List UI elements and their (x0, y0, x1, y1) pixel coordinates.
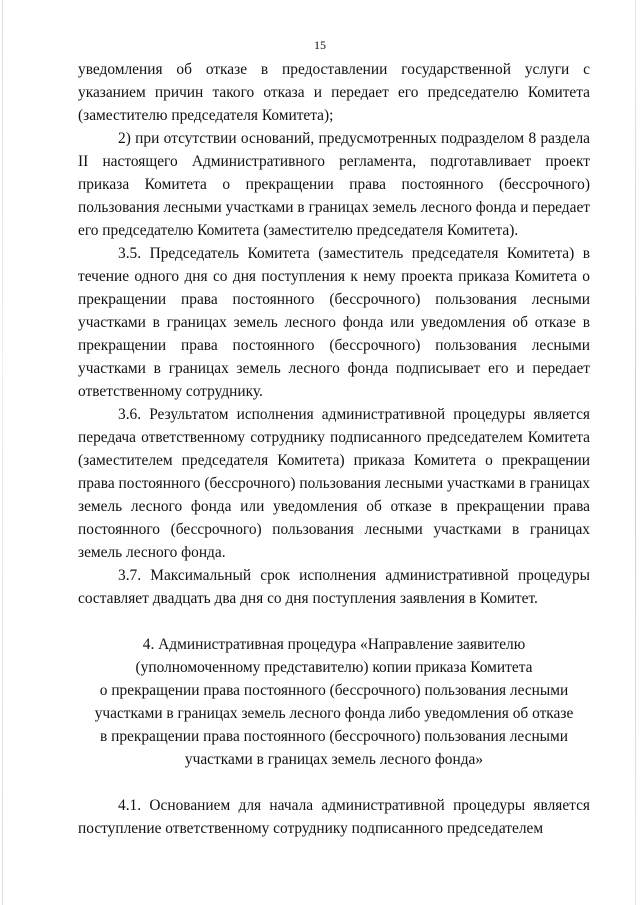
scan-edge-left (2, 0, 3, 905)
section-heading-line: (уполномоченному представителю) копии приказа Комитета (135, 659, 533, 676)
paragraph-4-1: 4.1. Основанием для начала административной процедуры является поступление ответственному сотруднику подписанного председателем (78, 797, 590, 837)
section-heading-line: участками в границах земель лесного фонда либо уведомления об отказе (94, 705, 574, 722)
paragraph-continuation: уведомления об отказе в предоставлении государственной услуги с указанием причин такого отказа и передает его председателю Комитета (заместителю председателя Комитета); (78, 61, 590, 124)
section-heading-line: 4. Административная процедура «Направление заявителю (142, 636, 526, 653)
document-body (78, 58, 590, 840)
paragraph-3-5: 3.5. Председатель Комитета (заместитель председателя Комитета) в течение одного дня со дня поступления к нему проекта приказа Комитета о прекращении права постоянного (бессрочного) пользования лесными участками в границах земель лесного фонда или уведомления об отказе в прекращении права постоянного (бессрочного) пользования лесными участками в границах земель лесного фонда подписывает его и передает ответственному сотруднику. (78, 245, 590, 400)
section-heading (78, 633, 590, 771)
paragraph-3-6: 3.6. Результатом исполнения административной процедуры является передача ответственному сотруднику подписанного председателем Комитета (заместителем председателя Комитета) приказа Комитета о прекращении права постоянного (бессрочного) пользования лесными участками в границах земель лесного фонда или уведомления об отказе в прекращении права постоянного (бессрочного) пользования лесными участками в границах земель лесного фонда. (78, 406, 590, 561)
scan-edge-right (635, 0, 636, 905)
section-heading-line: о прекращении права постоянного (бессрочного) пользования лесными (99, 682, 569, 699)
paragraph-3-7: 3.7. Максимальный срок исполнения административной процедуры составляет двадцать два дня со дня поступления заявления в Комитет. (78, 567, 590, 607)
section-heading-line: в прекращении права постоянного (бессрочного) пользования лесными (100, 728, 568, 745)
section-heading-line: участками в границах земель лесного фонда» (184, 751, 484, 768)
page-number: 15 (314, 38, 326, 52)
paragraph-item-2: 2) при отсутствии оснований, предусмотренных подразделом 8 раздела II настоящего Административного регламента, подготавливает проект приказа Комитета о прекращении права постоянного (бессрочного) пользования лесными участками в границах земель лесного фонда и передает его председателю Комитета (заместителю председателя Комитета). (78, 130, 590, 239)
